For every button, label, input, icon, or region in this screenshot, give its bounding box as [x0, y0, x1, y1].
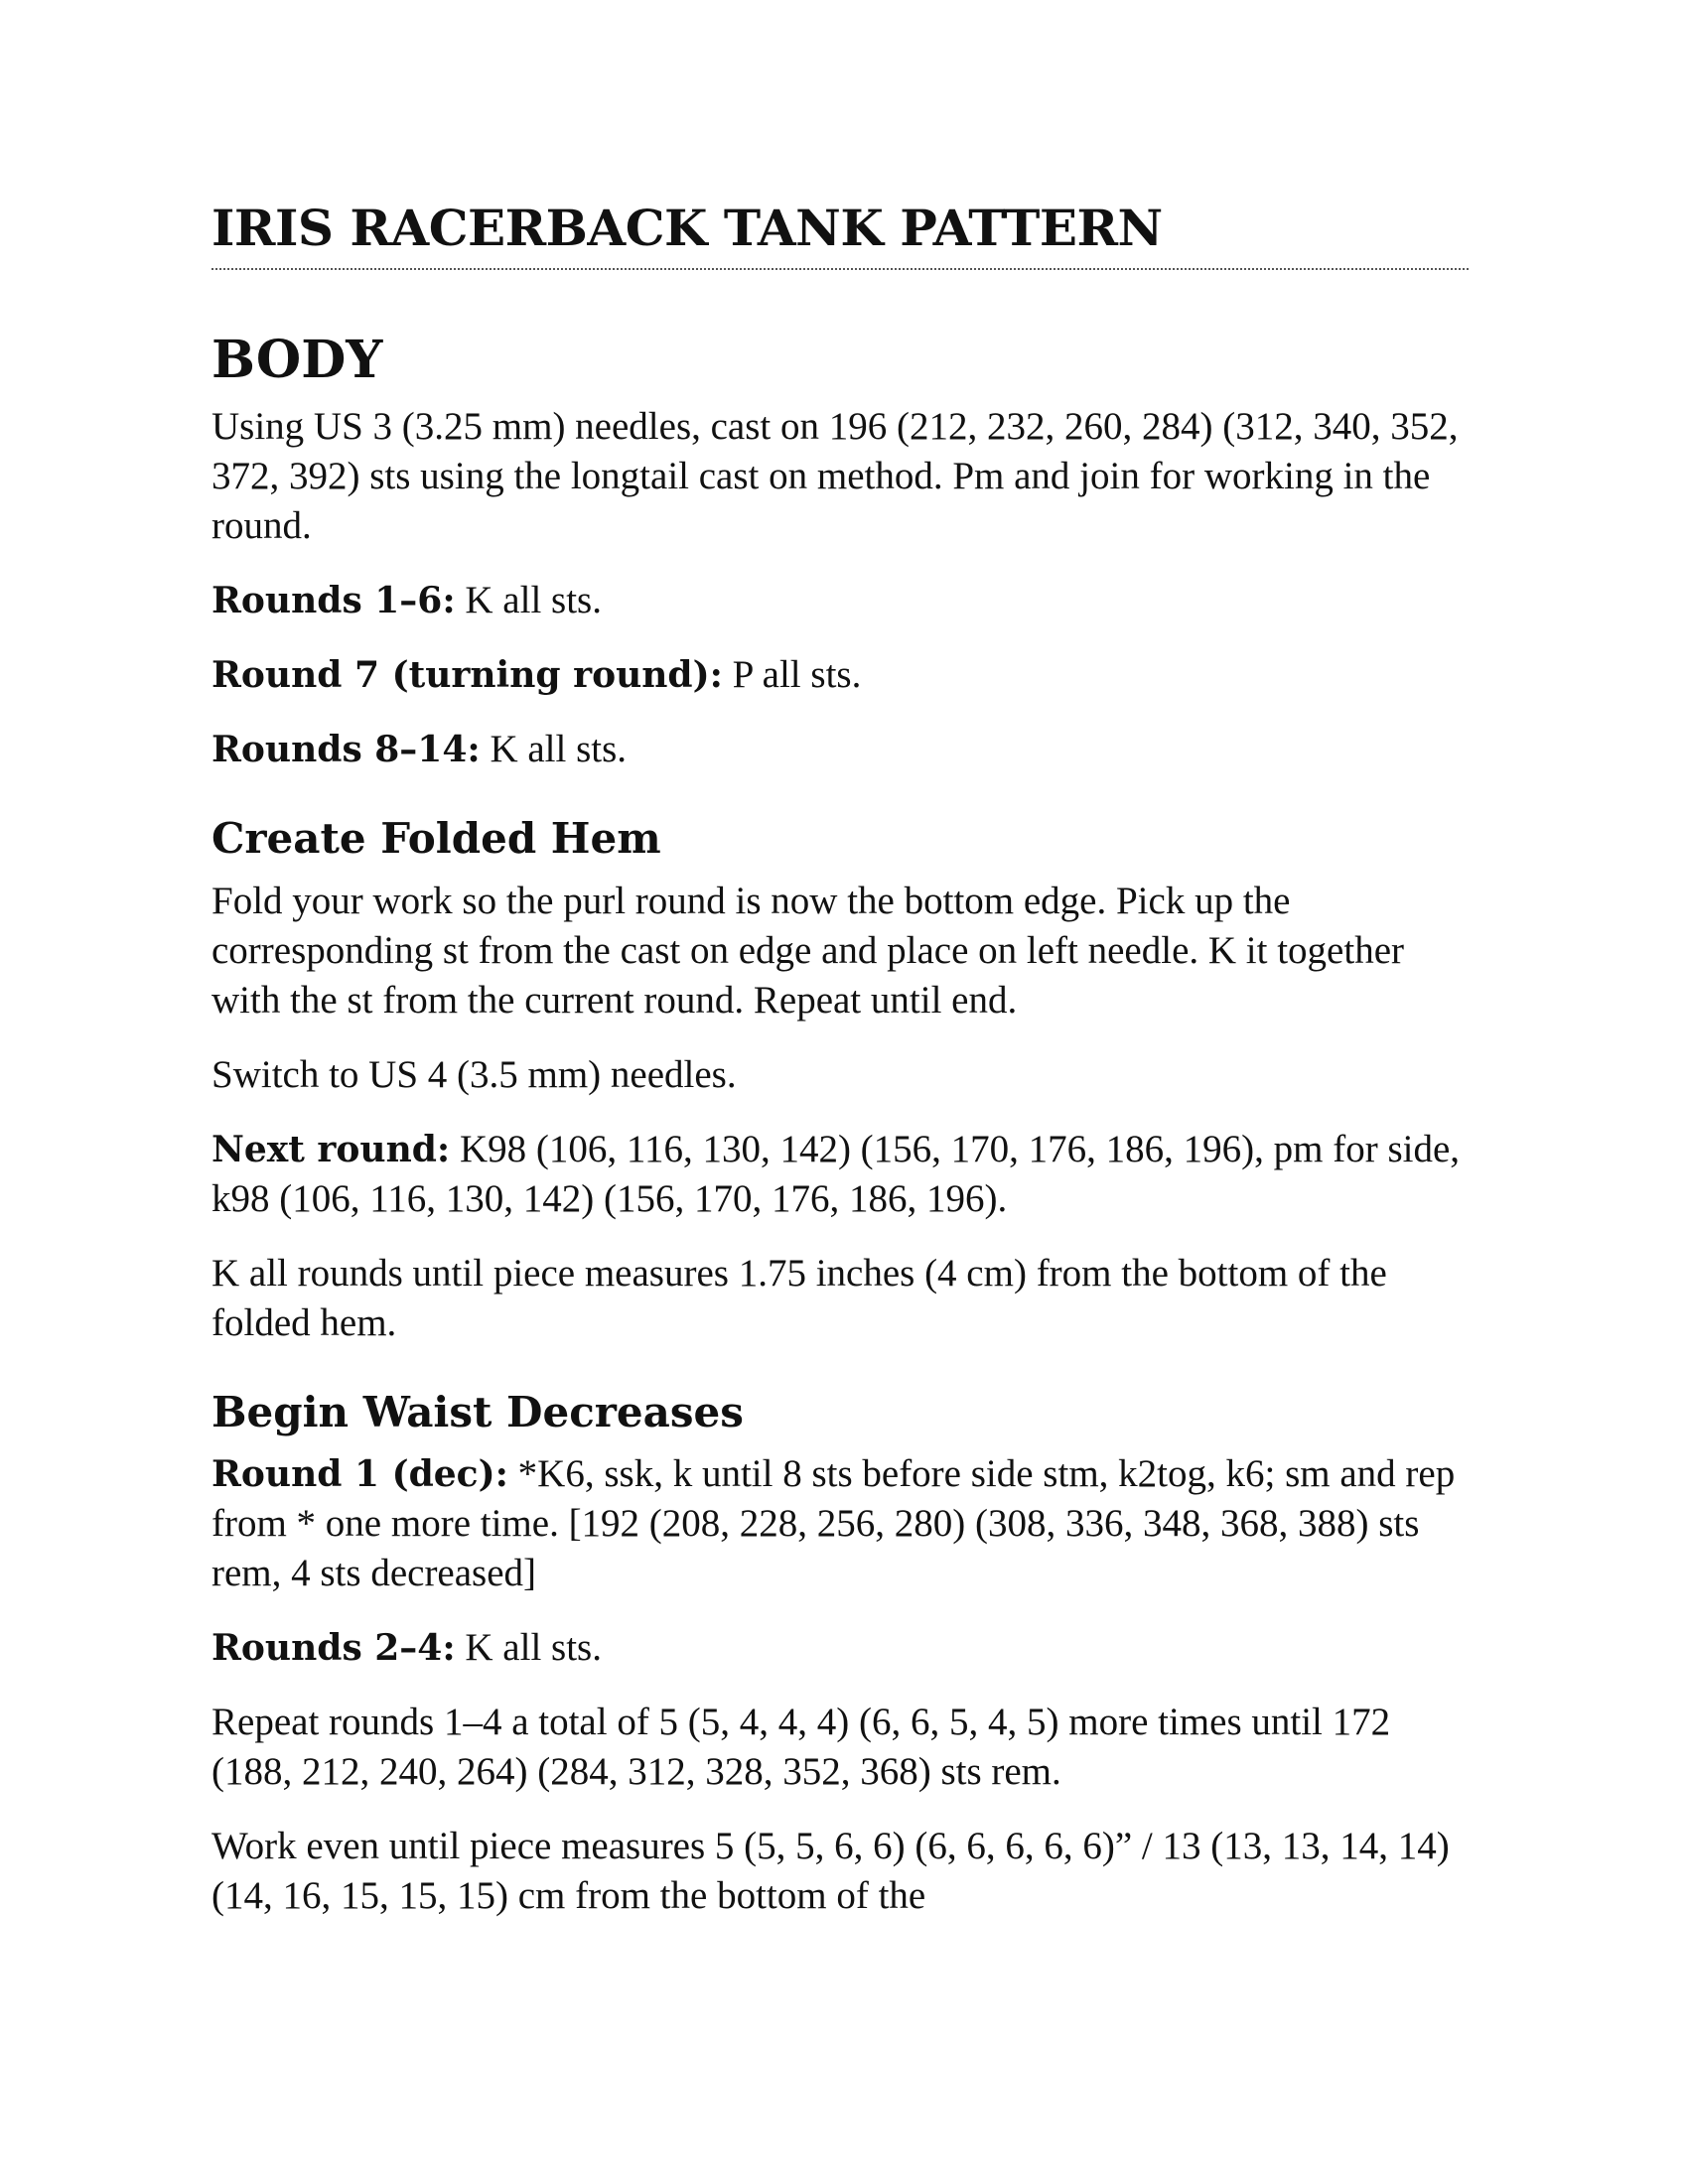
round-instruction — [211, 725, 1473, 774]
subheading-folded-hem: Create Folded Hem — [211, 814, 661, 864]
round-text: P all sts. — [722, 653, 862, 697]
round-label: Round 7 (turning round): — [211, 654, 723, 697]
work-even-paragraph: Work even until piece measures 5 (5, 5, 6, 6) (6, 6, 6, 6, 6)” / 13 (13, 13, 14, 14) (14, 16, 15, 15, 15) cm from the bottom of the — [211, 1824, 1450, 1917]
round-label: Rounds 1–6: — [211, 580, 456, 622]
section-heading-body: BODY — [211, 330, 383, 390]
round-instruction — [211, 576, 1473, 625]
plain-rounds-label: Rounds 2–4: — [211, 1626, 456, 1669]
document-page — [211, 199, 1473, 1946]
needle-switch-paragraph: Switch to US 4 (3.5 mm) needles. — [211, 1052, 737, 1096]
next-round-label: Next round: — [211, 1128, 451, 1170]
round-text: K all sts. — [480, 728, 628, 771]
measure-paragraph: K all rounds until piece measures 1.75 inches (4 cm) from the bottom of the folded hem. — [211, 1251, 1387, 1344]
body-intro-paragraph: Using US 3 (3.25 mm) needles, cast on 196 (212, 232, 260, 284) (312, 340, 352, 372, 392) sts using the longtail cast on method. Pm and join for working in the round. — [211, 405, 1459, 548]
hem-paragraph: Fold your work so the purl round is now the bottom edge. Pick up the corresponding st from the cast on edge and place on left needle. K it together with the st from the current round. Repeat until end. — [211, 879, 1405, 1022]
decrease-round-text: *K6, ssk, k until 8 sts before side stm, k2tog, k6; sm and rep from * one more time. [192 (208, 228, 256, 280) (308, 336, 348, 368, 388) sts rem, 4 sts decreased] — [211, 1451, 1456, 1594]
decrease-round-label: Round 1 (dec): — [211, 1452, 508, 1495]
round-text: K all sts. — [455, 579, 602, 622]
plain-rounds-text: K all sts. — [455, 1625, 602, 1669]
plain-rounds-instruction — [211, 1623, 1473, 1673]
next-round-text: K98 (106, 116, 130, 142) (156, 170, 176, 186, 196), pm for side, k98 (106, 116, 130, 142) (156, 170, 176, 186, 196). — [211, 1127, 1461, 1220]
subheading-waist-decreases: Begin Waist Decreases — [211, 1387, 744, 1436]
next-round-instruction — [211, 1125, 1473, 1224]
decrease-round-instruction — [211, 1449, 1473, 1598]
repeat-paragraph: Repeat rounds 1–4 a total of 5 (5, 4, 4, 4) (6, 6, 5, 4, 5) more times until 172 (188, 212, 240, 264) (284, 312, 328, 352, 368) sts rem. — [211, 1700, 1391, 1793]
document-title: IRIS RACERBACK TANK PATTERN — [211, 199, 1469, 270]
round-label: Rounds 8–14: — [211, 729, 481, 771]
round-instruction — [211, 650, 1473, 700]
